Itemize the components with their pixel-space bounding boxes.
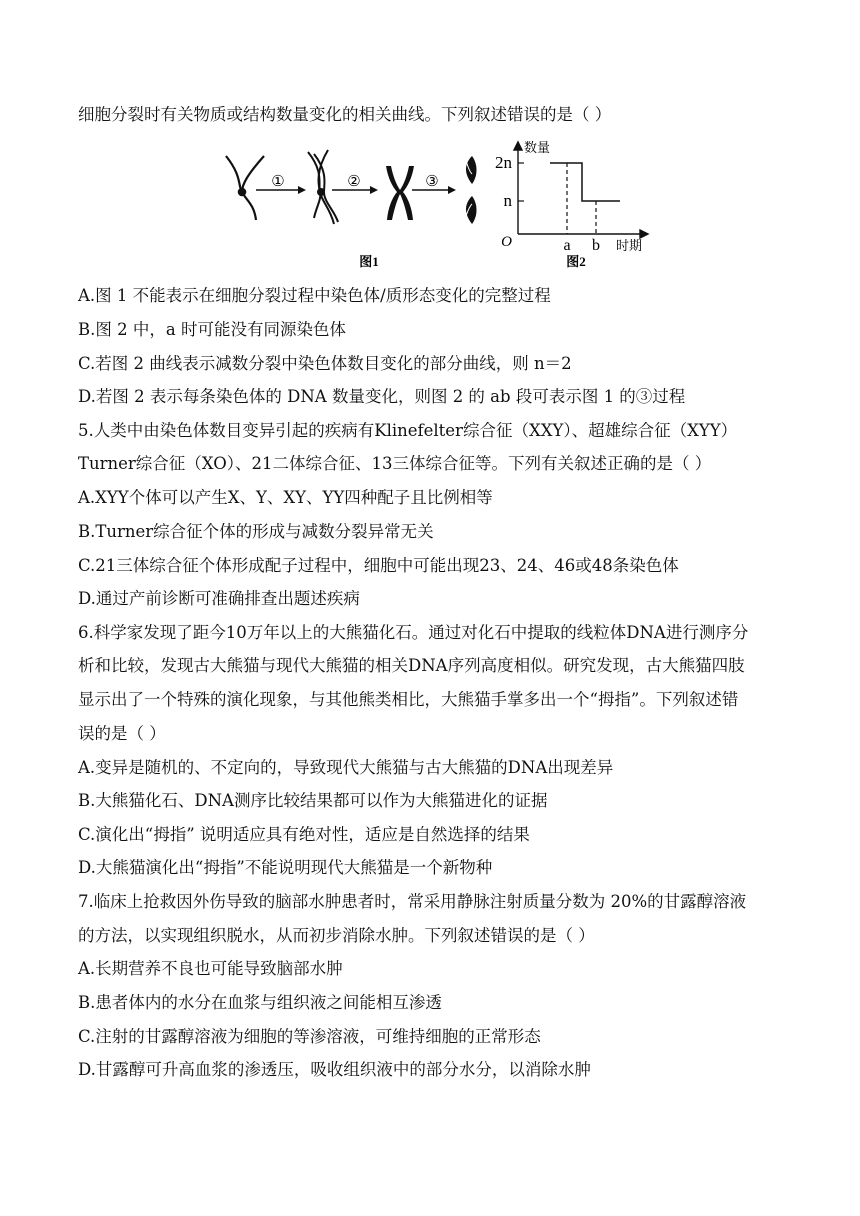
step-label-2: ② <box>347 174 361 190</box>
fig2-origin: O <box>501 234 512 250</box>
q6-stem-line-2: 析和比较，发现古大熊猫与现代大熊猫的相关DNA序列高度相似。研究发现，古大熊猫四肢 <box>78 656 745 675</box>
fig1-stage-separated <box>466 156 477 224</box>
fig1-stage-replicated <box>308 150 338 224</box>
fig2-y-axis-label: 数量 <box>524 140 551 155</box>
fig1-stage-condensed <box>386 166 414 220</box>
q5-stem-line-1: 5.人类中由染色体数目变异引起的疾病有Klinefelter综合征（XXY）、超雄综合征（XYY） <box>78 421 738 440</box>
q6-stem-line-1: 6.科学家发现了距今10万年以上的大熊猫化石。通过对化石中提取的线粒体DNA进行测序分 <box>78 623 749 642</box>
q6-option-d: D.大熊猫演化出“拇指”不能说明现代大熊猫是一个新物种 <box>78 858 493 877</box>
q6-option-c: C.演化出“拇指” 说明适应具有绝对性，适应是自然选择的结果 <box>78 825 530 844</box>
arrow-step-1 <box>256 174 306 194</box>
fig2-x-axis-label: 时期 <box>616 238 643 253</box>
step-label-3: ③ <box>425 174 439 190</box>
arrow-step-2 <box>332 174 378 194</box>
q6-stem-line-4: 误的是（ ） <box>78 724 166 743</box>
fig2-curve <box>550 163 620 201</box>
intro-text: 细胞分裂时有关物质或结构数量变化的相关曲线。下列叙述错误的是（ ） <box>78 105 612 124</box>
q6-stem-line-3: 显示出了一个特殊的演化现象，与其他熊类相比，大熊猫手掌多出一个“拇指”。下列叙述错 <box>78 690 739 709</box>
q5-option-c: C.21三体综合征个体形成配子过程中，细胞中可能出现23、24、46或48条染色体 <box>78 556 679 575</box>
fig2-tick-n: n <box>503 191 512 210</box>
q5-option-b: B.Turner综合征个体的形成与减数分裂异常无关 <box>78 522 434 541</box>
q4-option-b: B.图 2 中，a 时可能没有同源染色体 <box>78 320 346 339</box>
arrow-step-3 <box>412 174 456 194</box>
q4-option-c: C.若图 2 曲线表示减数分裂中染色体数目变化的部分曲线，则 n＝2 <box>78 354 572 373</box>
q7-option-a: A.长期营养不良也可能导致脑部水肿 <box>78 959 343 978</box>
q4-option-a: A.图 1 不能表示在细胞分裂过程中染色体/质形态变化的完整过程 <box>78 286 551 305</box>
figure-chromosome-diagram <box>220 138 660 272</box>
q4-option-d: D.若图 2 表示每条染色体的 DNA 数量变化，则图 2 的 ab 段可表示图 1 的③过程 <box>78 387 686 406</box>
q5-option-d: D.通过产前诊断可准确排查出题述疾病 <box>78 589 360 608</box>
q5-stem-line-2: Turner综合征（XO）、21二体综合征、13三体综合征等。下列有关叙述正确的是（ ） <box>78 454 712 473</box>
fig2-caption: 图2 <box>566 254 586 269</box>
q5-option-a: A.XYY个体可以产生X、Y、XY、YY四种配子且比例相等 <box>78 488 493 507</box>
q7-stem-line-1: 7.临床上抢救因外伤导致的脑部水肿患者时，常采用静脉注射质量分数为 20%的甘露醇溶液 <box>78 892 747 911</box>
q6-option-b: B.大熊猫化石、DNA测序比较结果都可以作为大熊猫进化的证据 <box>78 791 548 810</box>
q7-option-d: D.甘露醇可升高血浆的渗透压，吸收组织液中的部分水分，以消除水肿 <box>78 1060 591 1079</box>
q7-stem-line-2: 的方法，以实现组织脱水，从而初步消除水肿。下列叙述错误的是（ ） <box>78 926 595 945</box>
fig1-stage-chromatin <box>226 156 264 220</box>
fig2-axes <box>514 142 648 238</box>
q7-option-b: B.患者体内的水分在血浆与组织液之间能相互渗透 <box>78 993 442 1012</box>
fig2-tick-2n: 2n <box>495 153 512 172</box>
fig2-tick-b: b <box>592 237 600 254</box>
q6-option-a: A.变异是随机的、不定向的，导致现代大熊猫与古大熊猫的DNA出现差异 <box>78 758 614 777</box>
step-label-1: ① <box>271 174 285 190</box>
fig1-caption: 图1 <box>359 254 379 269</box>
q7-option-c: C.注射的甘露醇溶液为细胞的等渗溶液，可维持细胞的正常形态 <box>78 1027 541 1046</box>
fig2-tick-a: a <box>563 237 571 254</box>
